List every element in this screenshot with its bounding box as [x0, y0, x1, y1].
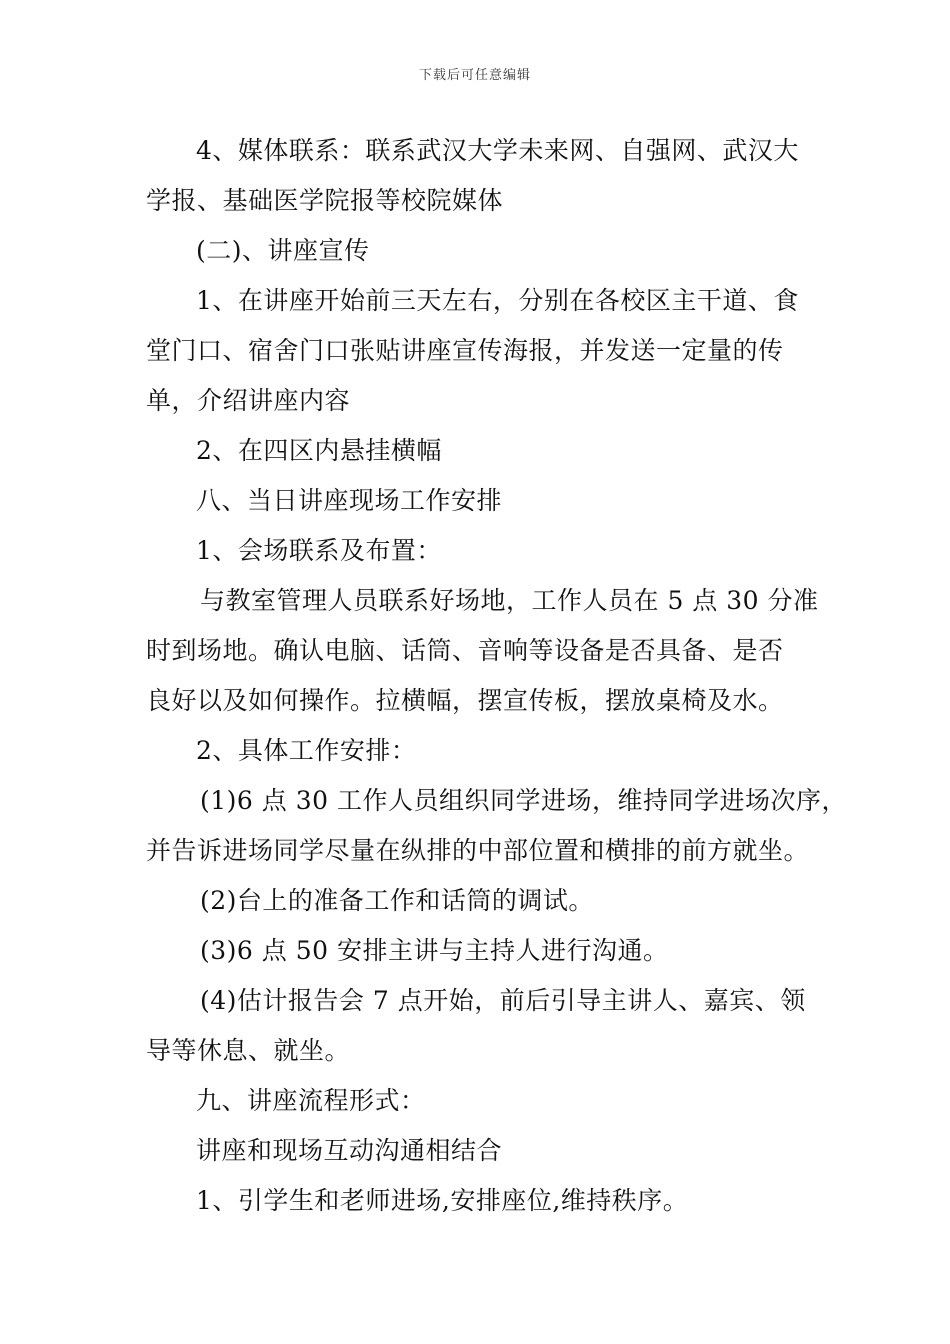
paragraph-line: 时到场地。确认电脑、话筒、音响等设备是否具备、是否	[146, 636, 784, 665]
section-heading: 九、讲座流程形式：	[196, 1086, 426, 1115]
paragraph-line: 1、在讲座开始前三天左右，分别在各校区主干道、食	[196, 286, 799, 315]
paragraph-line: 讲座和现场互动沟通相结合	[196, 1136, 503, 1165]
section-heading: (二)、讲座宣传	[196, 236, 370, 265]
paragraph-line: 1、引学生和老师进场,安排座位,维持秩序。	[196, 1186, 689, 1215]
paragraph-line: 良好以及如何操作。拉横幅，摆宣传板，摆放桌椅及水。	[146, 686, 784, 715]
paragraph-line: (2)台上的准备工作和话筒的调试。	[200, 886, 594, 915]
paragraph-line: 导等休息、就坐。	[146, 1036, 351, 1065]
paragraph-line: 堂门口、宿舍门口张贴讲座宣传海报，并发送一定量的传	[146, 336, 784, 365]
page-header: 下载后可任意编辑	[418, 68, 531, 83]
paragraph-line: 4、媒体联系：联系武汉大学未来网、自强网、武汉大	[196, 136, 799, 165]
section-heading: 八、当日讲座现场工作安排	[196, 486, 503, 515]
paragraph-line: 2、在四区内悬挂横幅	[196, 436, 442, 465]
paragraph-line: (3)6 点 50 安排主讲与主持人进行沟通。	[200, 936, 669, 965]
paragraph-line: 单，介绍讲座内容	[146, 386, 351, 415]
paragraph-line: (4)估计报告会 7 点开始，前后引导主讲人、嘉宾、领	[200, 986, 806, 1015]
paragraph-line: 并告诉进场同学尽量在纵排的中部位置和横排的前方就坐。	[146, 836, 810, 865]
subsection-heading: 1、会场联系及布置：	[196, 536, 442, 565]
paragraph-line: 与教室管理人员联系好场地，工作人员在 5 点 30 分准	[200, 586, 819, 615]
paragraph-line: 学报、基础医学院报等校院媒体	[146, 186, 504, 215]
paragraph-line: (1)6 点 30 工作人员组织同学进场，维持同学进场次序，	[200, 786, 847, 815]
subsection-heading: 2、具体工作安排：	[196, 736, 417, 765]
document-body	[146, 126, 847, 1226]
